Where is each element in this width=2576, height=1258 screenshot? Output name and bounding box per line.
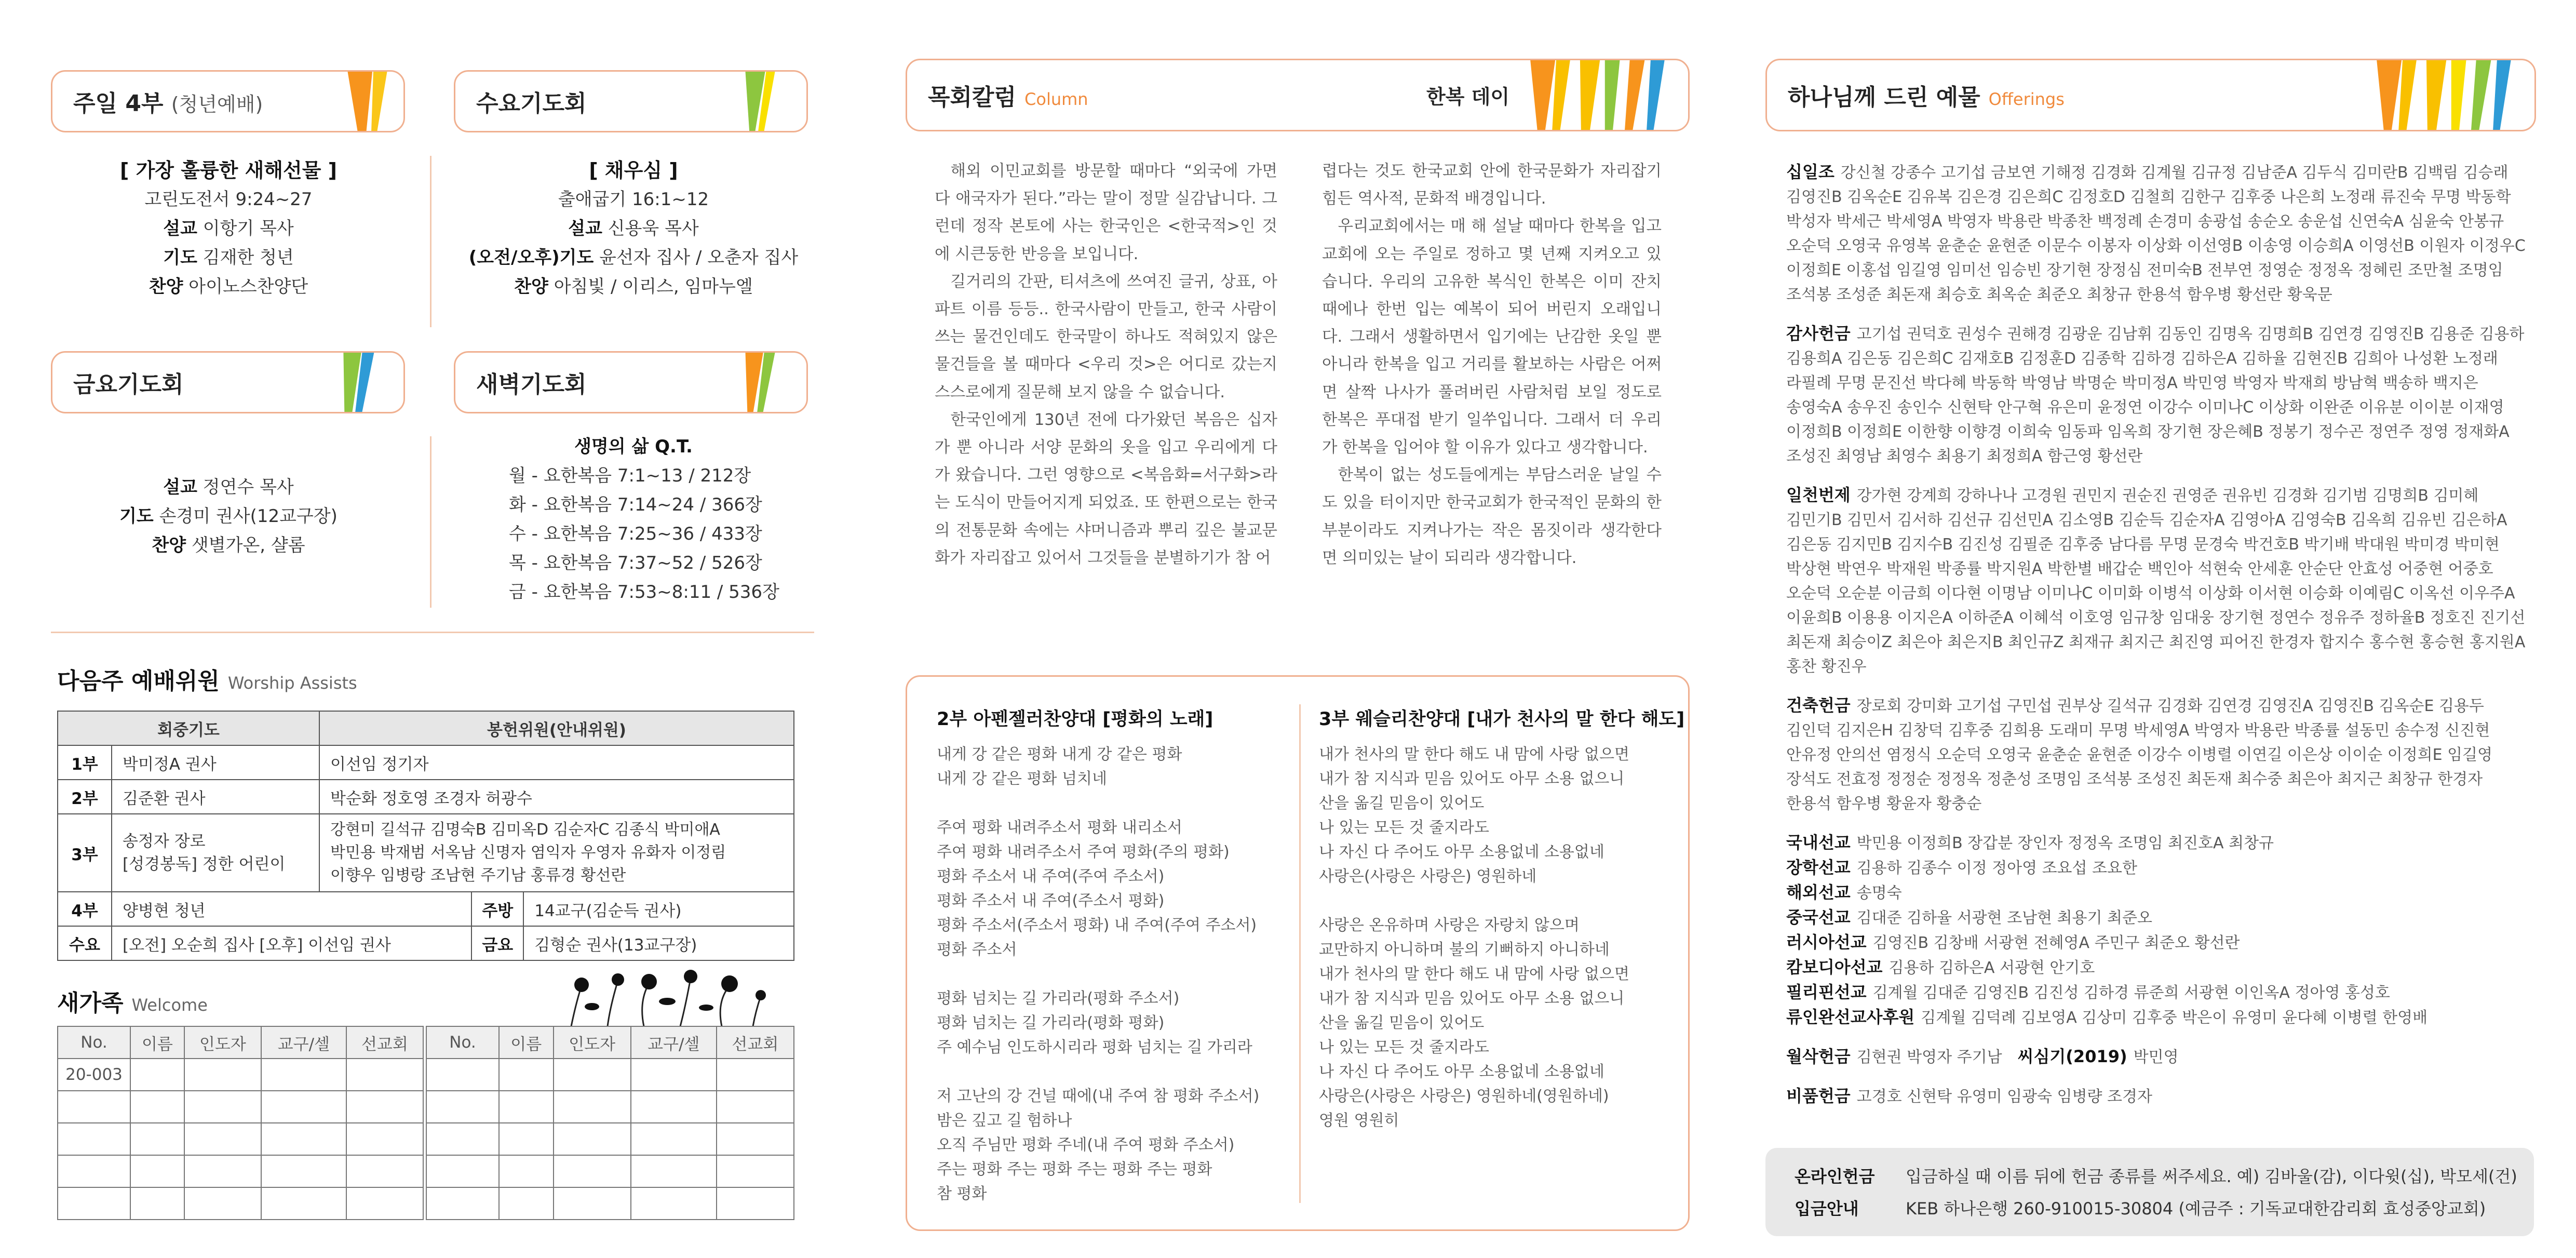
table-row — [58, 1091, 423, 1123]
offering-block: 건축헌금 장로회 강미화 고기섭 구민섭 권부상 길석규 김경화 김연경 김영진A 김영진B 김옥순E 김용두 김인덕 김지은H 김창덕 김후중 김희용 도래미 무명 박세영A 박영자 박용란 박종률 설동민 송수정 신진현 안유정 안의선 염정식 오순덕 오영국 윤춘순 윤현준 이강수 이병렬 이연길 이은상 이이순 이정희E 임길영 장석도 전효정 정정순 정정옥 정춘성 조명임 조석봉 조성진 최돈재 최수중 최은아 최지근 최창규 한경자 한용석 함우병 황윤자 황충순 — [1786, 695, 2493, 813]
dawn-day: 월 - 요한복음 7:1~13 / 212장 — [509, 465, 751, 486]
lyric-line — [1319, 889, 1682, 913]
article-title: 한복 데이 — [1426, 85, 1510, 109]
welcome-table-left: No. 이름 인도자 교구/셀 선교회 20-003 — [57, 1026, 424, 1220]
choir-right — [1319, 707, 1685, 1133]
row-key: 설교 — [568, 218, 602, 239]
column-title-en: Column — [1024, 89, 1088, 109]
lyric-line: 교만하지 아니하며 불의 기뻐하지 아니하네 — [1319, 941, 1610, 959]
row-value: 손경미 권사(12교구장) — [159, 506, 338, 527]
row-value: 아이노스찬양단 — [188, 276, 308, 297]
sermon-title: [ 채우심 ] — [589, 159, 678, 182]
row-value: 신용욱 목사 — [608, 218, 699, 239]
offerings-title: 하나님께 드린 예물 — [1788, 84, 1980, 111]
friday-info — [78, 473, 379, 560]
lyric-line: 나 자신 다 주어도 아무 소용없네 소용없네 — [1319, 843, 1604, 861]
offering-block: 십일조 강신철 강종수 고기섭 금보연 기해정 김경화 김계월 김규정 김남준A 김두식 김미란B 김백림 김승래 김영진B 김옥순E 김유복 김은경 김은희C 김정호D 김철희 김한구 김후중 나은희 노정래 류진숙 무명 박동학 박성자 박세근 박세영A 박영자 박용란 박종찬 백정례 손경미 송광섭 송순오 송운섭 신연숙A 심윤숙 안봉규 오순덕 오영국 유영복 윤춘순 윤현준 이문수 이봉자 이상화 이선영B 이송영 이승희A 이영선B 이원자 이정우C 이정희E 이홍섭 임길영 임미선 임승빈 장기현 장정심 전미숙B 전부연 정영순 정정옥 정혜린 조만철 조명임 조석봉 조성준 최돈재 최승호 최옥순 최준오 최창규 한용석 함우병 황선란 황욱문 — [1786, 162, 2526, 304]
lyric-line: 평화 주소서 — [937, 941, 1017, 959]
choir-left-title: 2부 아펜젤러찬양대 [평화의 노래] — [937, 709, 1213, 730]
dawn-day: 화 - 요한복음 7:14~24 / 366장 — [509, 494, 762, 515]
row-key: 설교 — [163, 477, 197, 498]
dawn-header — [454, 351, 808, 413]
wednesday-info — [447, 156, 820, 301]
choir-left — [937, 707, 1295, 1206]
lyric-line: 내가 참 지식과 믿음 있어도 아무 소용 없으니 — [1319, 770, 1625, 788]
lyric-line: 오직 주님만 평화 주네(내 주여 평화 주소서) — [937, 1136, 1235, 1154]
stripe-decoration-icon — [734, 353, 806, 412]
lyric-line: 평화 주소서(주소서 평화) 내 주여(주여 주소서) — [937, 916, 1257, 934]
table-row — [58, 1123, 423, 1155]
row-key: 기도 — [163, 247, 197, 268]
worship-assists-table — [57, 711, 794, 961]
lyric-line: 내가 천사의 말 한다 해도 내 맘에 사랑 없으면 — [1319, 745, 1629, 764]
lyric-line: 사랑은(사랑은 사랑은) 영원하네 — [1319, 867, 1537, 886]
row-value: 아침빛 / 이리스, 임마누엘 — [554, 276, 753, 297]
row-value: 이항기 목사 — [203, 218, 294, 239]
table-row — [58, 1155, 423, 1187]
sunday-service-header — [51, 70, 405, 132]
choir-right-title: 3부 웨슬리찬양대 [내가 천사의 말 한다 해도] — [1319, 709, 1685, 730]
lyric-line: 내게 강 같은 평화 내게 강 같은 평화 — [937, 745, 1182, 764]
online-offering-box — [1765, 1148, 2534, 1236]
lyric-line — [937, 1060, 1295, 1084]
lyric-line: 사랑은(사랑은 사랑은) 영원하네(영원하네) — [1319, 1087, 1609, 1105]
offerings-title-en: Offerings — [1988, 89, 2065, 109]
lyric-line: 주는 평화 주는 평화 주는 평화 주는 평화 — [937, 1160, 1212, 1179]
column-text-left: 해외 이민교회를 방문할 때마다 “외국에 가면 다 애국자가 된다.”라는 말이 정말 실감납니다. 그런데 정작 본토에 사는 한국인은 <한국적>인 것에 시큰둥한 반응을 보입니다. 길거리의 간판, 티셔츠에 쓰여진 글귀, 상표, 아파트 이름 등등.. 한국사람이 만들고, 한국 사람이 쓰는 물건인데도 한국말이 하나도 적혀있지 않은 물건들을 볼 때마다 <우리 것>은 어디로 갔는지 스스로에게 질문해 보지 않을 수 없습니다. 한국인에게 130년 전에 다가왔던 복음은 십자가 뿐 아니라 서양 문화의 옷을 입고 우리에게 다가 왔습니다. 그런 영향으로 <복음화=서구화>라는 도식이 만들어지게 되었죠. 또 한편으로는 한국의 전통문화 속에는 샤머니즘과 뿌리 깊은 불교문화가 자리잡고 있어서 그것들을 분별하기가 참 어 — [935, 162, 1277, 567]
column-header — [906, 59, 1690, 131]
stripe-decoration-icon — [1517, 60, 1688, 130]
dawn-day: 금 - 요한복음 7:53~8:11 / 536장 — [509, 582, 779, 603]
stripe-decoration-icon — [734, 72, 806, 131]
lyric-line: 나 있는 모든 것 줄지라도 — [1319, 1038, 1489, 1056]
offerings-list — [1786, 160, 2534, 1123]
table-row: 4부 양병현 청년 주방 14교구(김순득 권사) — [58, 892, 794, 926]
table-row — [58, 1187, 423, 1220]
friday-header — [51, 351, 405, 413]
divider — [430, 156, 431, 327]
row-key: 기도 — [119, 506, 154, 527]
offerings-header — [1765, 59, 2536, 131]
table-row: 3부 송정자 장로 [성경봉독] 정한 어린이 강현미 길석규 김명숙B 김미옥D 김순자C 김종식 박미애A 박민용 박재범 서옥남 신명자 염익자 우영자 유화자 이정림 이향우 임병랑 조남현 주기남 홍류경 황선란 — [58, 814, 794, 892]
lyric-line: 내게 강 같은 평화 넘치네 — [937, 770, 1107, 788]
offering-block: 일천번제 강가현 강계희 강하나나 고경원 권민지 권순진 권영준 권유빈 김경화 김기범 김명희B 김미혜 김민기B 김민서 김서하 김선규 김선민A 김소영B 김순득 김순자A 김영아A 김영숙B 김옥희 김유빈 김은하A 김은동 김지민B 김지수B 김진성 김필준 김후중 남다름 무명 문경숙 박건호B 박기배 박대원 박미경 박미현 박상현 박연우 박재원 박종률 박지원A 박한별 배갑순 백인아 석현숙 안세훈 안순단 안효성 어중현 어중호 오순덕 오순분 이금희 이다현 이명남 이미나C 이미화 이병석 이상화 이서현 이승화 이예림C 이옥선 이우주A 이윤희B 이용용 이지은A 이하준A 이혜석 이호영 임규창 임대웅 장기현 정연수 정유주 정하율B 정호진 진기선 최돈재 최승이Z 최은아 최은지B 최인규Z 최재규 최지근 최진영 피어진 한경자 합지수 홍수현 홍승현 홍지원A 홍찬 황진우 — [1786, 485, 2526, 676]
flowers-icon — [550, 965, 768, 1026]
online-offering-label: 온라인헌금 — [1795, 1167, 1875, 1186]
lyric-line: 밤은 깊고 길 험하나 — [937, 1112, 1072, 1130]
sunday-service-info — [93, 156, 363, 301]
lyric-line: 사랑은 온유하며 사랑은 자랑치 않으며 — [1319, 916, 1580, 934]
lyric-line: 주 예수님 인도하시리라 평화 넘치는 길 가리라 — [937, 1038, 1252, 1056]
dawn-info — [467, 432, 800, 607]
sunday-service-subtitle: (청년예배) — [171, 93, 263, 116]
lyric-line: 영원 영원히 — [1319, 1112, 1399, 1130]
row-key: 찬양 — [514, 276, 548, 297]
table-row: 수요 [오전] 오순희 집사 [오후] 이선임 권사 금요 김형순 권사(13교구장) — [58, 926, 794, 960]
lyric-line: 주여 평화 내려주소서 평화 내리소서 — [937, 819, 1182, 837]
welcome-table-right: No. 이름 인도자 교구/셀 선교회 — [426, 1026, 794, 1220]
row-key: 찬양 — [149, 276, 183, 297]
lyric-line: 산을 옮길 믿음이 있어도 — [1319, 794, 1485, 812]
lyric-line: 평화 넘치는 길 가리라(평화 주소서) — [937, 989, 1180, 1008]
lyric-line: 산을 옮길 믿음이 있어도 — [1319, 1014, 1485, 1032]
stripe-decoration-icon — [341, 72, 403, 131]
lyric-line: 나 있는 모든 것 줄지라도 — [1319, 819, 1489, 837]
stripe-decoration-icon — [2363, 60, 2534, 130]
wednesday-header — [454, 70, 808, 132]
lyric-line — [937, 791, 1295, 815]
lyric-line: 주여 평화 내려주소서 주여 평화(주의 평화) — [937, 843, 1230, 861]
lyric-line: 저 고난의 강 건널 때에(내 주여 참 평화 주소서) — [937, 1087, 1260, 1105]
table-row: 2부 김준환 권사 박순화 정호영 조경자 허광수 — [58, 780, 794, 814]
col-header: 봉헌위원(안내위원) — [319, 711, 794, 745]
divider — [51, 632, 814, 633]
qt-title: 생명의 삶 Q.T. — [574, 436, 693, 457]
offering-block: 감사헌금 고기섭 권덕호 권성수 권해경 김광운 김남휘 김동인 김명옥 김명희B 김연경 김영진B 김용준 김용하 김용희A 김은동 김은희C 김재호B 김정훈D 김종학 김하경 김하은A 김하율 김현진B 김희아 나성환 노정래 라필례 무명 문진선 박다혜 박동학 박영남 박명순 박미정A 박민영 박영자 박재희 방남혁 백송하 백지은 송영숙A 송우진 송인수 신현탁 안구혁 유은미 윤정연 이강수 이미나C 이상화 이완준 이유분 이이분 이재영 이정희B 이정희E 이한향 이향경 이희숙 임동파 임옥희 장기현 장은혜B 정봉기 정수곤 정연주 정영 정재화A 조성진 최영남 최영수 최용기 최정희A 함근영 황선란 — [1786, 324, 2525, 465]
row-value: 샛별가온, 샬롬 — [191, 535, 305, 556]
deposit-info-label: 입금안내 — [1795, 1199, 1859, 1219]
scripture: 출애굽기 16:1~12 — [558, 189, 709, 210]
column-text-right: 렵다는 것도 한국교회 안에 한국문화가 자리잡기 힘든 역사적, 문화적 배경입니다. 우리교회에서는 매 해 설날 때마다 한복을 입고 교회에 오는 주일로 정하고 몇 년째 지켜오고 있습니다. 우리의 고유한 복식인 한복은 이미 잔치 때에나 한번 입는 예복이 되어 버린지 오래입니다. 그래서 생활하면서 입기에는 난감한 옷일 뿐 아니라 한복을 입고 거리를 활보하는 사람은 어쩌면 살짝 나사가 풀려버린 사람처럼 보일 정도로 한복은 푸대접 받기 일쑤입니다. 그래서 더 우리가 한복을 입어야 할 이유가 있다고 생각합니다. 한복이 없는 성도들에게는 부담스러운 날일 수도 있을 터이지만 한국교회가 한국적인 문화의 한 부분이라도 지켜나가는 작은 몸짓이라 생각한다면 의미있는 날이 되리라 생각합니다. — [1322, 162, 1662, 567]
friday-title: 금요기도회 — [73, 371, 184, 398]
col-header: 회중기도 — [58, 711, 319, 745]
dawn-day: 목 - 요한복음 7:37~52 / 526장 — [509, 553, 762, 573]
stripe-decoration-icon — [331, 353, 403, 412]
wednesday-title: 수요기도회 — [476, 90, 587, 117]
lyric-line: 내가 천사의 말 한다 해도 내 맘에 사랑 없으면 — [1319, 965, 1629, 983]
lyric-line: 참 평화 — [937, 1185, 987, 1203]
row-value: 정연수 목사 — [203, 477, 294, 498]
divider — [1299, 704, 1301, 1203]
worship-assists-title: 다음주 예배위원 Worship Assists — [57, 668, 357, 694]
table-row: 1부 박미정A 권사 이선임 정기자 — [58, 745, 794, 780]
dawn-day: 수 - 요한복음 7:25~36 / 433장 — [509, 524, 762, 544]
column-title: 목회칼럼 — [928, 84, 1017, 111]
online-offering-note: 입금하실 때 이름 뒤에 헌금 종류를 써주세요. 예) 김바울(감), 이다윗(십), 박모세(건) — [1906, 1167, 2517, 1186]
special-offering: 비품헌금 고경호 신현탁 유영미 임광숙 임병량 조경자 — [1786, 1086, 2152, 1106]
dawn-title: 새벽기도회 — [476, 371, 587, 398]
row-value: 윤선자 집사 / 오춘자 집사 — [599, 247, 799, 268]
lyric-line: 평화 넘치는 길 가리라(평화 평화) — [937, 1014, 1165, 1032]
mission-offerings: 국내선교 박민용 이정희B 장갑분 장인자 정정옥 조명임 최진호A 최창규 장학선교 김용하 김종수 이정 정아영 조요섭 조요한 해외선교 송명숙 중국선교 김대준 김하율 서광현 조남현 최용기 최준오 러시아선교 김영진B 김창배 서광현 전혜영A 주민구 최준오 황선란 캄보디아선교 김용하 김하은A 서광현 안기호 필리핀선교 김계월 김대준 김영진B 김진성 김하경 류준희 서광현 이인옥A 정아영 홍성호 류인완선교사후원 김계월 김덕례 김보영A 김상미 김후중 박은이 유영미 윤다혜 이병렬 한영배 — [1786, 833, 2428, 1027]
monthly-offering: 월삭헌금 김현권 박영자 주기남 씨심기(2019) 박민영 — [1786, 1047, 2179, 1066]
lyric-line: 평화 주소서 내 주여(주소서 평화) — [937, 892, 1165, 910]
sermon-title: [ 가장 훌륭한 새해선물 ] — [119, 159, 338, 182]
lyric-line: 나 자신 다 주어도 아무 소용없네 소용없네 — [1319, 1063, 1604, 1081]
row-value: 김재한 청년 — [203, 247, 294, 268]
scripture: 고린도전서 9:24~27 — [144, 189, 313, 210]
row-key: 설교 — [163, 218, 197, 239]
lyric-line — [937, 962, 1295, 986]
row-key: 찬양 — [152, 535, 186, 556]
divider — [430, 436, 431, 608]
lyric-line: 내가 참 지식과 믿음 있어도 아무 소용 없으니 — [1319, 989, 1625, 1008]
sunday-service-title: 주일 4부 — [73, 90, 164, 117]
row-key: (오전/오후)기도 — [468, 247, 594, 268]
lyric-line: 평화 주소서 내 주여(주여 주소서) — [937, 867, 1165, 886]
welcome-title: 새가족 Welcome — [57, 990, 208, 1016]
table-row: 20-003 — [58, 1059, 423, 1091]
deposit-info: KEB 하나은행 260-910015-30804 (예금주 : 기독교대한감리회 효성중앙교회) — [1906, 1199, 2486, 1219]
